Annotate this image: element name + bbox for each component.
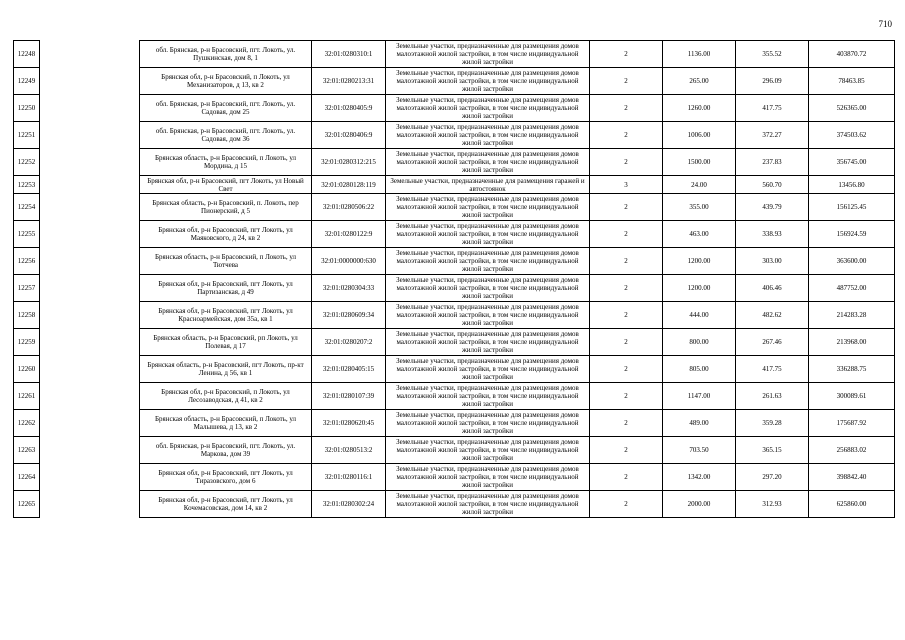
cadastral-number-cell: 32:01:0280213:31 xyxy=(312,68,386,95)
land-registry-table xyxy=(13,40,895,518)
area-cell: 444.00 xyxy=(663,302,736,329)
specific-value-cell: 296.09 xyxy=(736,68,809,95)
cadastral-number-cell: 32:01:0280513:2 xyxy=(312,437,386,464)
cadastral-number-cell: 32:01:0280128:119 xyxy=(312,176,386,194)
row-number-cell: 12260 xyxy=(14,356,40,383)
land-category-cell: Земельные участки, предназначенные для размещения домов малоэтажной жилой застройки, в том числе индивидуальной жилой застройки xyxy=(386,95,590,122)
specific-value-cell: 439.79 xyxy=(736,194,809,221)
area-cell: 1136.00 xyxy=(663,41,736,68)
land-category-cell: Земельные участки, предназначенные для размещения домов малоэтажной жилой застройки, в том числе индивидуальной жилой застройки xyxy=(386,302,590,329)
cadastral-value-cell: 213968.00 xyxy=(809,329,895,356)
spacer-cell xyxy=(40,275,140,302)
group-cell: 2 xyxy=(590,41,663,68)
table-row xyxy=(14,122,895,149)
table-row xyxy=(14,221,895,248)
row-number-cell: 12252 xyxy=(14,149,40,176)
table-row xyxy=(14,491,895,518)
table-row xyxy=(14,149,895,176)
specific-value-cell: 267.46 xyxy=(736,329,809,356)
specific-value-cell: 261.63 xyxy=(736,383,809,410)
address-cell: Брянская область, р-н Брасовский, п Локоть, ул Мордина, д 15 xyxy=(140,149,312,176)
cadastral-value-cell: 356745.00 xyxy=(809,149,895,176)
cadastral-value-cell: 398842.40 xyxy=(809,464,895,491)
row-number-cell: 12249 xyxy=(14,68,40,95)
table-row xyxy=(14,176,895,194)
cadastral-value-cell: 13456.80 xyxy=(809,176,895,194)
group-cell: 2 xyxy=(590,356,663,383)
area-cell: 1200.00 xyxy=(663,275,736,302)
address-cell: Брянская обл, р-н Брасовский, пгт Локоть, ул Тиразовского, дом 6 xyxy=(140,464,312,491)
group-cell: 2 xyxy=(590,329,663,356)
cadastral-value-cell: 526365.00 xyxy=(809,95,895,122)
address-cell: обл. Брянская, р-н Брасовский, пгт. Локоть, ул. Садовая, дом 36 xyxy=(140,122,312,149)
cadastral-number-cell: 32:01:0280405:9 xyxy=(312,95,386,122)
group-cell: 2 xyxy=(590,491,663,518)
area-cell: 1200.00 xyxy=(663,248,736,275)
group-cell: 2 xyxy=(590,383,663,410)
specific-value-cell: 372.27 xyxy=(736,122,809,149)
address-cell: обл. Брянская, р-н Брасовский, пгт. Локоть, ул. Маркова, дом 39 xyxy=(140,437,312,464)
specific-value-cell: 303.00 xyxy=(736,248,809,275)
row-number-cell: 12258 xyxy=(14,302,40,329)
row-number-cell: 12253 xyxy=(14,176,40,194)
spacer-cell xyxy=(40,122,140,149)
group-cell: 2 xyxy=(590,122,663,149)
spacer-cell xyxy=(40,491,140,518)
cadastral-number-cell: 32:01:0000000:630 xyxy=(312,248,386,275)
land-category-cell: Земельные участки, предназначенные для размещения домов малоэтажной жилой застройки, в том числе индивидуальной жилой застройки xyxy=(386,221,590,248)
spacer-cell xyxy=(40,221,140,248)
cadastral-number-cell: 32:01:0280304:33 xyxy=(312,275,386,302)
address-cell: Брянская область, р-н Брасовский, п Локоть, ул Тютчева xyxy=(140,248,312,275)
table-row xyxy=(14,437,895,464)
row-number-cell: 12262 xyxy=(14,410,40,437)
row-number-cell: 12259 xyxy=(14,329,40,356)
table-row xyxy=(14,302,895,329)
land-category-cell: Земельные участки, предназначенные для размещения домов малоэтажной жилой застройки, в том числе индивидуальной жилой застройки xyxy=(386,41,590,68)
address-cell: Брянская обл, р-н Брасовский, пгт Локоть, ул Новый Свет xyxy=(140,176,312,194)
cadastral-value-cell: 403870.72 xyxy=(809,41,895,68)
area-cell: 355.00 xyxy=(663,194,736,221)
cadastral-value-cell: 78463.85 xyxy=(809,68,895,95)
cadastral-value-cell: 256883.02 xyxy=(809,437,895,464)
address-cell: Брянская область, р-н Брасовский, п Локоть, ул Малышева, д 13, кв 2 xyxy=(140,410,312,437)
land-category-cell: Земельные участки, предназначенные для размещения домов малоэтажной жилой застройки, в том числе индивидуальной жилой застройки xyxy=(386,356,590,383)
specific-value-cell: 417.75 xyxy=(736,95,809,122)
cadastral-number-cell: 32:01:0280312:215 xyxy=(312,149,386,176)
spacer-cell xyxy=(40,194,140,221)
row-number-cell: 12251 xyxy=(14,122,40,149)
group-cell: 2 xyxy=(590,194,663,221)
area-cell: 1006.00 xyxy=(663,122,736,149)
specific-value-cell: 312.93 xyxy=(736,491,809,518)
row-number-cell: 12257 xyxy=(14,275,40,302)
specific-value-cell: 560.70 xyxy=(736,176,809,194)
group-cell: 2 xyxy=(590,302,663,329)
spacer-cell xyxy=(40,68,140,95)
area-cell: 1147.00 xyxy=(663,383,736,410)
group-cell: 2 xyxy=(590,437,663,464)
cadastral-number-cell: 32:01:0280609:34 xyxy=(312,302,386,329)
address-cell: Брянская обл, р-н Брасовский, пгт Локоть, ул Маяковского, д 24, кв 2 xyxy=(140,221,312,248)
specific-value-cell: 297.20 xyxy=(736,464,809,491)
spacer-cell xyxy=(40,383,140,410)
cadastral-number-cell: 32:01:0280506:22 xyxy=(312,194,386,221)
land-category-cell: Земельные участки, предназначенные для размещения домов малоэтажной жилой застройки, в том числе индивидуальной жилой застройки xyxy=(386,149,590,176)
address-cell: Брянская обл, р-н Брасовский, п Локоть, ул Лесозаводская, д 41, кв 2 xyxy=(140,383,312,410)
land-category-cell: Земельные участки, предназначенные для размещения домов малоэтажной жилой застройки, в том числе индивидуальной жилой застройки xyxy=(386,383,590,410)
area-cell: 800.00 xyxy=(663,329,736,356)
spacer-cell xyxy=(40,437,140,464)
land-category-cell: Земельные участки, предназначенные для размещения домов малоэтажной жилой застройки, в том числе индивидуальной жилой застройки xyxy=(386,491,590,518)
group-cell: 2 xyxy=(590,248,663,275)
spacer-cell xyxy=(40,464,140,491)
row-number-cell: 12256 xyxy=(14,248,40,275)
cadastral-value-cell: 374503.62 xyxy=(809,122,895,149)
group-cell: 2 xyxy=(590,68,663,95)
address-cell: Брянская область, р-н Брасовский, п. Локоть, пер Пионерский, д 5 xyxy=(140,194,312,221)
cadastral-value-cell: 175687.92 xyxy=(809,410,895,437)
cadastral-number-cell: 32:01:0280406:9 xyxy=(312,122,386,149)
specific-value-cell: 355.52 xyxy=(736,41,809,68)
area-cell: 2000.00 xyxy=(663,491,736,518)
row-number-cell: 12255 xyxy=(14,221,40,248)
land-category-cell: Земельные участки, предназначенные для размещения гаражей и автостоянок xyxy=(386,176,590,194)
cadastral-value-cell: 336288.75 xyxy=(809,356,895,383)
row-number-cell: 12264 xyxy=(14,464,40,491)
cadastral-number-cell: 32:01:0280207:2 xyxy=(312,329,386,356)
address-cell: Брянская обл, р-н Брасовский, пгт Локоть, ул Красноармейская, дом 35а, кв 1 xyxy=(140,302,312,329)
group-cell: 2 xyxy=(590,464,663,491)
specific-value-cell: 338.93 xyxy=(736,221,809,248)
group-cell: 2 xyxy=(590,221,663,248)
area-cell: 24.00 xyxy=(663,176,736,194)
area-cell: 489.00 xyxy=(663,410,736,437)
land-category-cell: Земельные участки, предназначенные для размещения домов малоэтажной жилой застройки, в том числе индивидуальной жилой застройки xyxy=(386,329,590,356)
land-category-cell: Земельные участки, предназначенные для размещения домов малоэтажной жилой застройки, в том числе индивидуальной жилой застройки xyxy=(386,275,590,302)
spacer-cell xyxy=(40,356,140,383)
land-category-cell: Земельные участки, предназначенные для размещения домов малоэтажной жилой застройки, в том числе индивидуальной жилой застройки xyxy=(386,68,590,95)
row-number-cell: 12263 xyxy=(14,437,40,464)
area-cell: 1342.00 xyxy=(663,464,736,491)
spacer-cell xyxy=(40,302,140,329)
group-cell: 2 xyxy=(590,410,663,437)
land-category-cell: Земельные участки, предназначенные для размещения домов малоэтажной жилой застройки, в том числе индивидуальной жилой застройки xyxy=(386,194,590,221)
cadastral-number-cell: 32:01:0280620:45 xyxy=(312,410,386,437)
specific-value-cell: 417.75 xyxy=(736,356,809,383)
cadastral-number-cell: 32:01:0280310:1 xyxy=(312,41,386,68)
cadastral-number-cell: 32:01:0280122:9 xyxy=(312,221,386,248)
area-cell: 1260.00 xyxy=(663,95,736,122)
table-row xyxy=(14,383,895,410)
land-category-cell: Земельные участки, предназначенные для размещения домов малоэтажной жилой застройки, в том числе индивидуальной жилой застройки xyxy=(386,437,590,464)
address-cell: обл. Брянская, р-н Брасовский, пгт. Локоть, ул. Садовая, дом 25 xyxy=(140,95,312,122)
address-cell: обл. Брянская, р-н Брасовский, пгт. Локоть, ул. Пушкинская, дом 8, 1 xyxy=(140,41,312,68)
address-cell: Брянская обл, р-н Брасовский, пгт Локоть, ул Партизанская, д 49 xyxy=(140,275,312,302)
table-row xyxy=(14,95,895,122)
specific-value-cell: 359.28 xyxy=(736,410,809,437)
table-body xyxy=(14,41,895,518)
table-row xyxy=(14,275,895,302)
row-number-cell: 12265 xyxy=(14,491,40,518)
spacer-cell xyxy=(40,95,140,122)
cadastral-value-cell: 363600.00 xyxy=(809,248,895,275)
group-cell: 3 xyxy=(590,176,663,194)
table-row xyxy=(14,329,895,356)
area-cell: 805.00 xyxy=(663,356,736,383)
cadastral-value-cell: 214283.28 xyxy=(809,302,895,329)
spacer-cell xyxy=(40,410,140,437)
area-cell: 463.00 xyxy=(663,221,736,248)
area-cell: 703.50 xyxy=(663,437,736,464)
land-category-cell: Земельные участки, предназначенные для размещения домов малоэтажной жилой застройки, в том числе индивидуальной жилой застройки xyxy=(386,410,590,437)
row-number-cell: 12254 xyxy=(14,194,40,221)
cadastral-value-cell: 300089.61 xyxy=(809,383,895,410)
address-cell: Брянская область, р-н Брасовский, пгт Локоть, пр-кт Ленина, д 56, кв 1 xyxy=(140,356,312,383)
land-category-cell: Земельные участки, предназначенные для размещения домов малоэтажной жилой застройки, в том числе индивидуальной жилой застройки xyxy=(386,464,590,491)
area-cell: 265.00 xyxy=(663,68,736,95)
address-cell: Брянская обл, р-н Брасовский, пгт Локоть, ул Кочемасовская, дом 14, кв 2 xyxy=(140,491,312,518)
page-number: 710 xyxy=(878,19,892,29)
address-cell: Брянская обл, р-н Брасовский, п Локоть, ул Механизаторов, д 13, кв 2 xyxy=(140,68,312,95)
cadastral-number-cell: 32:01:0280405:15 xyxy=(312,356,386,383)
cadastral-number-cell: 32:01:0280116:1 xyxy=(312,464,386,491)
spacer-cell xyxy=(40,248,140,275)
cadastral-number-cell: 32:01:0280302:24 xyxy=(312,491,386,518)
row-number-cell: 12250 xyxy=(14,95,40,122)
area-cell: 1500.00 xyxy=(663,149,736,176)
specific-value-cell: 237.83 xyxy=(736,149,809,176)
land-category-cell: Земельные участки, предназначенные для размещения домов малоэтажной жилой застройки, в том числе индивидуальной жилой застройки xyxy=(386,122,590,149)
specific-value-cell: 365.15 xyxy=(736,437,809,464)
cadastral-value-cell: 487752.00 xyxy=(809,275,895,302)
specific-value-cell: 482.62 xyxy=(736,302,809,329)
cadastral-value-cell: 156125.45 xyxy=(809,194,895,221)
table-row xyxy=(14,356,895,383)
group-cell: 2 xyxy=(590,275,663,302)
cadastral-value-cell: 156924.59 xyxy=(809,221,895,248)
group-cell: 2 xyxy=(590,95,663,122)
table-row xyxy=(14,41,895,68)
table-row xyxy=(14,464,895,491)
specific-value-cell: 406.46 xyxy=(736,275,809,302)
address-cell: Брянская область, р-н Брасовский, рп Локоть, ул Полевая, д 17 xyxy=(140,329,312,356)
row-number-cell: 12248 xyxy=(14,41,40,68)
spacer-cell xyxy=(40,329,140,356)
row-number-cell: 12261 xyxy=(14,383,40,410)
table-row xyxy=(14,248,895,275)
table-row xyxy=(14,68,895,95)
spacer-cell xyxy=(40,176,140,194)
spacer-cell xyxy=(40,149,140,176)
cadastral-number-cell: 32:01:0280107:39 xyxy=(312,383,386,410)
land-category-cell: Земельные участки, предназначенные для размещения домов малоэтажной жилой застройки, в том числе индивидуальной жилой застройки xyxy=(386,248,590,275)
table-row xyxy=(14,410,895,437)
cadastral-value-cell: 625860.00 xyxy=(809,491,895,518)
table-row xyxy=(14,194,895,221)
group-cell: 2 xyxy=(590,149,663,176)
spacer-cell xyxy=(40,41,140,68)
